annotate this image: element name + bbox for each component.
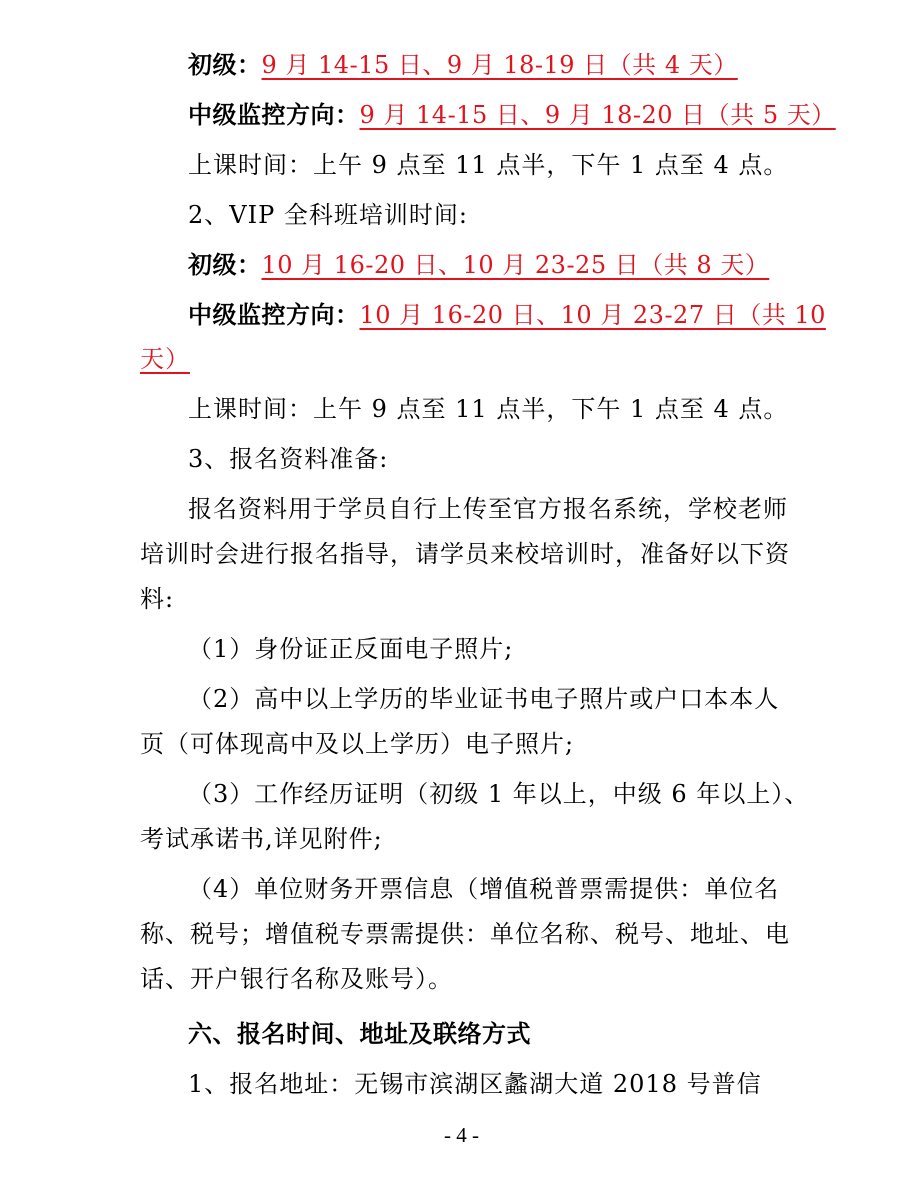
junior-dates: 9 月 14-15 日、9 月 18-19 日（共 4 天）	[261, 51, 738, 79]
materials-para-3: 料:	[140, 585, 175, 613]
intermediate-dates: 9 月 14-15 日、9 月 18-20 日（共 5 天）	[359, 101, 836, 129]
line-intermediate-schedule	[188, 97, 836, 133]
vip-heading: 2、VIP 全科班培训时间:	[188, 201, 468, 229]
vip-intermediate-dates: 10 月 16-20 日、10 月 23-27 日（共 10	[359, 301, 826, 329]
line-vip-intermediate-cont	[140, 341, 790, 377]
material-item-4-cont: 称、税号；增值税专票需提供：单位名称、税号、地址、电	[140, 920, 790, 948]
vip-intermediate-dates-cont: 天）	[140, 345, 190, 373]
registration-address: 1、报名地址：无锡市滨湖区蠡湖大道 2018 号普信	[188, 1070, 762, 1098]
line-junior-schedule	[188, 47, 790, 83]
page-number: - 4 -	[444, 1123, 479, 1147]
material-item-4: （4）单位财务开票信息（增值税普票需提供：单位名	[188, 875, 780, 903]
materials-heading: 3、报名资料准备:	[188, 445, 389, 473]
material-item-3: （3）工作经历证明（初级 1 年以上，中级 6 年以上）、	[188, 780, 810, 808]
label-vip-intermediate: 中级监控方向：	[188, 301, 360, 329]
materials-para-2: 培训时会进行报名指导，请学员来校培训时，准备好以下资	[140, 540, 790, 568]
label-vip-junior: 初级：	[188, 251, 262, 279]
section-six-heading: 六、报名时间、地址及联络方式	[188, 1020, 531, 1048]
material-item-3-cont: 考试承诺书,详见附件;	[140, 825, 383, 853]
vip-junior-dates: 10 月 16-20 日、10 月 23-25 日（共 8 天）	[261, 251, 770, 279]
label-intermediate: 中级监控方向：	[188, 101, 360, 129]
label-junior: 初级：	[188, 51, 262, 79]
material-item-1: （1）身份证正反面电子照片;	[188, 635, 514, 663]
class-time-2: 上课时间：上午 9 点至 11 点半，下午 1 点至 4 点。	[188, 395, 789, 423]
material-item-4-cont-2: 话、开户银行名称及账号）。	[140, 965, 453, 993]
material-item-2: （2）高中以上学历的毕业证书电子照片或户口本本人	[188, 685, 780, 713]
line-vip-intermediate-schedule	[188, 297, 826, 333]
class-time-1: 上课时间：上午 9 点至 11 点半，下午 1 点至 4 点。	[188, 151, 789, 179]
line-vip-junior-schedule	[188, 247, 790, 283]
material-item-2-cont: 页（可体现高中及以上学历）电子照片;	[140, 730, 575, 758]
materials-para-1: 报名资料用于学员自行上传至官方报名系统，学校老师	[188, 495, 788, 523]
